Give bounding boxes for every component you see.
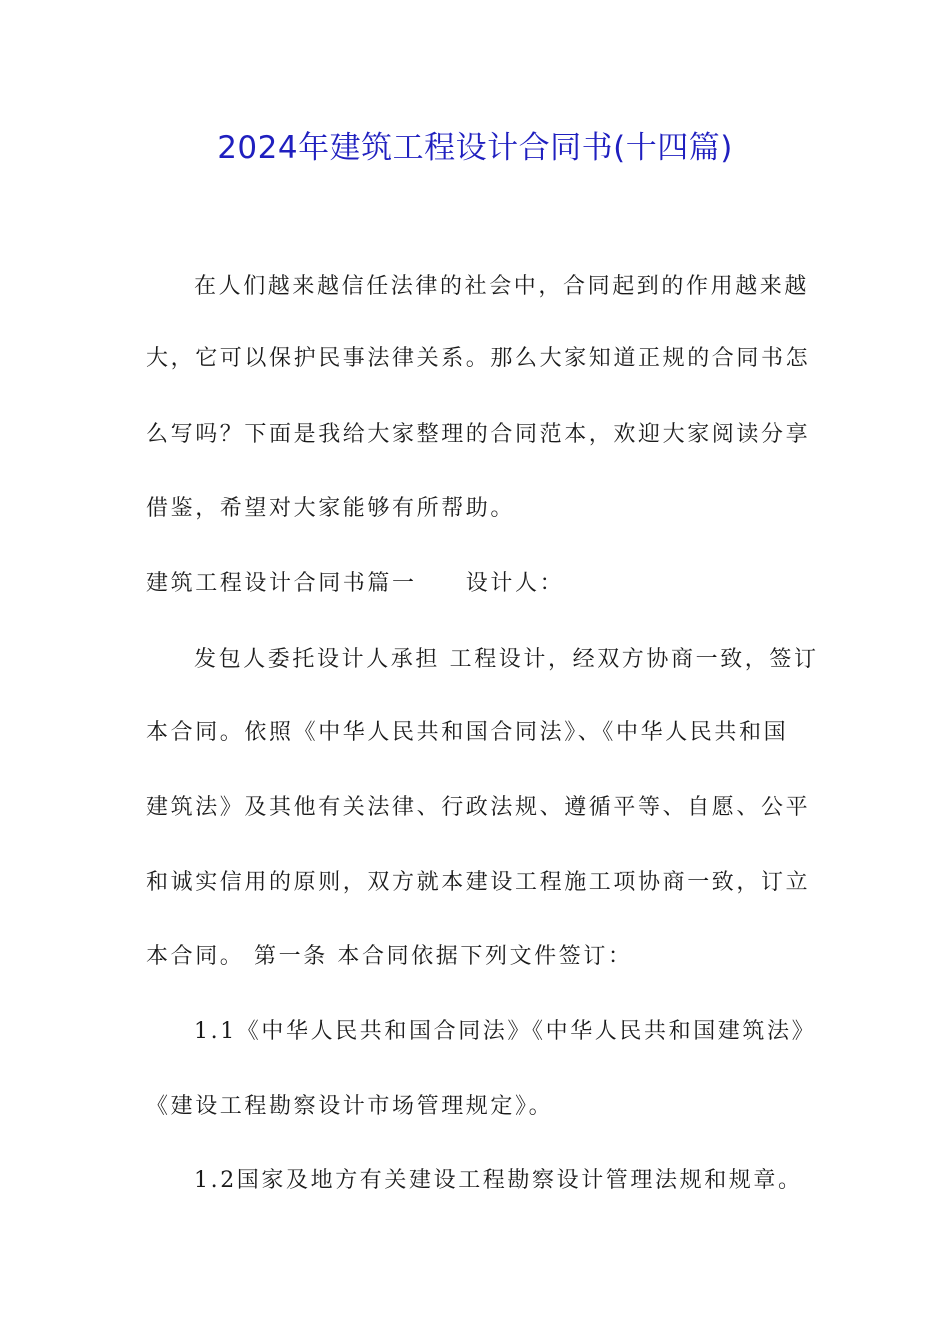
clause-line: 1.1《中华人民共和国合同法》《中华人民共和国建筑法》 xyxy=(194,1019,817,1044)
paragraph-line: 么写吗？下面是我给大家整理的合同范本，欢迎大家阅读分享 xyxy=(146,422,811,447)
paragraph-line: 借鉴，希望对大家能够有所帮助。 xyxy=(146,496,516,521)
document-title: 2024年建筑工程设计合同书(十四篇) xyxy=(217,130,733,166)
paragraph-line: 和诚实信用的原则，双方就本建设工程施工项协商一致，订立 xyxy=(146,870,811,895)
clause-line: 《建设工程勘察设计市场管理规定》。 xyxy=(146,1094,554,1119)
paragraph-line: 本合同。依照《中华人民共和国合同法》、《中华人民共和国 xyxy=(146,720,789,745)
section-heading-line: 建筑工程设计合同书篇一 设计人： xyxy=(146,571,565,596)
paragraph-line: 本合同。 第一条 本合同依据下列文件签订： xyxy=(146,944,633,969)
paragraph-line: 建筑法》及其他有关法律、行政法规、遵循平等、自愿、公平 xyxy=(146,795,811,820)
paragraph-line: 发包人委托设计人承担 工程设计，经双方协商一致，签订 xyxy=(194,647,819,672)
paragraph-line: 在人们越来越信任法律的社会中，合同起到的作用越来越 xyxy=(194,274,810,299)
paragraph-line: 大，它可以保护民事法律关系。那么大家知道正规的合同书怎 xyxy=(146,346,811,371)
clause-line: 1.2国家及地方有关建设工程勘察设计管理法规和规章。 xyxy=(194,1168,803,1193)
